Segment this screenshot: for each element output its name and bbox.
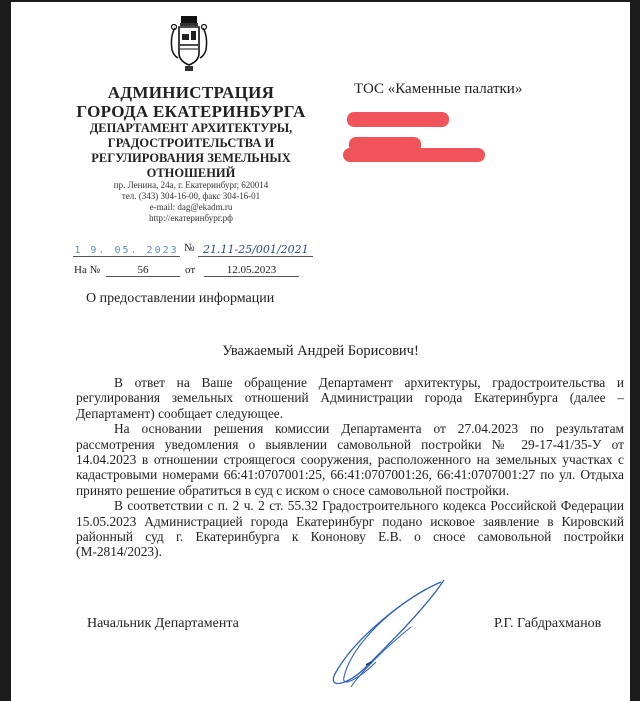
letter-page	[11, 2, 630, 701]
letter-subject: О предоставлении информации	[86, 291, 275, 306]
org-line-1: АДМИНИСТРАЦИЯ	[107, 83, 275, 102]
org-line-2: ГОРОДА ЕКАТЕРИНБУРГА	[76, 102, 306, 121]
address-line: пр. Ленина, 24а, г. Екатеринбург, 620014	[113, 180, 269, 190]
ref-number-field	[106, 260, 180, 277]
outgoing-number: 21.11-25/001/2021	[203, 243, 309, 256]
redaction-mark	[347, 112, 449, 127]
paragraph: В ответ на Ваше обращение Департамент архитектуры, градостроительства и регулирования земельных отношений Администрации города Екатеринбурга (далее – Департамент) сообщает следующее.	[76, 375, 624, 421]
letter-body	[76, 375, 624, 560]
ref-date-field	[204, 260, 299, 277]
greeting: Уважаемый Андрей Борисович!	[222, 343, 419, 359]
dept-line-2: ГРАДОСТРОИТЕЛЬСТВА И	[107, 136, 275, 150]
outgoing-date-field	[73, 240, 180, 257]
redaction-mark	[343, 148, 485, 162]
paragraph: На основании решения комиссии Департамента от 27.04.2023 по результатам рассмотрения уведомления о выявлении самовольной постройки № 29-17-41/35-У от 14.04.2023 в отношении строящегося сооружения, расположенного на земельных участках с кадастровыми номерами 66:41:0707001:25, 66:41:0707001:26, 66:41:0707001:27 по ул. Отдыха принято решение обратиться в суд с иском о сносе самовольной постройки.	[76, 421, 624, 498]
email-line: e-mail: dag@ekadm.ru	[149, 202, 233, 212]
signatory-title: Начальник Департамента	[87, 616, 239, 631]
phone-line: тел. (343) 304-16-00, факс 304-16-01	[121, 191, 261, 201]
ref-number-label: На №	[74, 264, 101, 276]
number-label: №	[184, 242, 195, 254]
dept-line-3: РЕГУЛИРОВАНИЯ ЗЕМЕЛЬНЫХ	[91, 151, 291, 165]
signatory-name: Р.Г. Габдрахманов	[494, 616, 602, 631]
coat-of-arms-icon	[165, 14, 213, 72]
address-block	[71, 180, 311, 224]
ref-from-label: от	[185, 264, 196, 276]
paragraph: В соответствии с п. 2 ч. 2 ст. 55.32 Градостроительного кодекса Российской Федерации 15.05.2023 Администрацией города Екатеринбург подано исковое заявление в Кировский районный суд г. Екатеринбурга к Кононову Е.В. о сносе самовольной постройки (М-2814/2023).	[76, 498, 624, 560]
handwritten-signature-icon	[316, 577, 456, 692]
ref-date: 12.05.2023	[226, 264, 277, 276]
recipient-name: ТОС «Каменные палатки»	[354, 81, 523, 97]
organization-name	[71, 84, 311, 182]
dept-line-4: ОТНОШЕНИЙ	[146, 166, 236, 180]
ref-number: 56	[137, 264, 149, 276]
dept-line-1: ДЕПАРТАМЕНТ АРХИТЕКТУРЫ,	[89, 121, 293, 135]
website-line: http://екатеринбург.рф	[148, 213, 234, 223]
outgoing-date: 1 9. 05. 2023	[74, 245, 179, 256]
outgoing-number-field	[198, 240, 313, 257]
